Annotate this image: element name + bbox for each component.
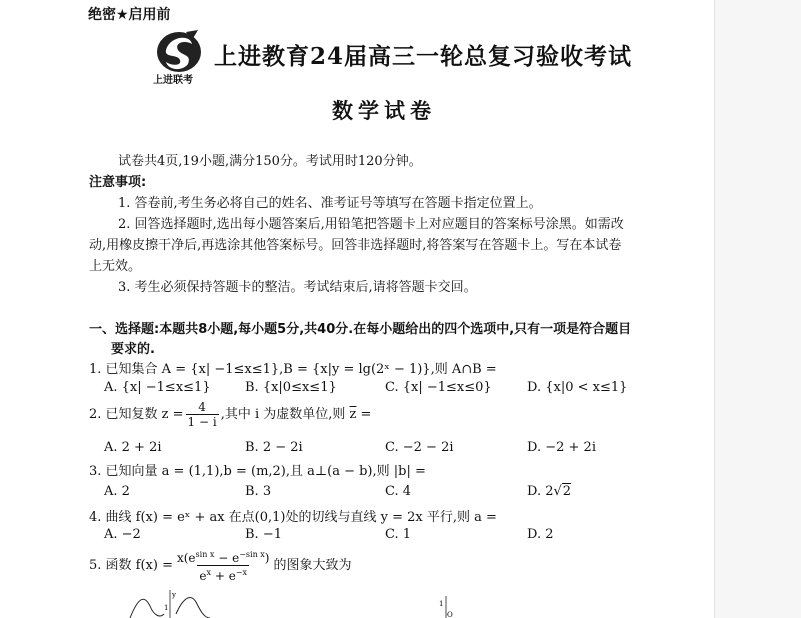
question-4-stem: 4. 曲线 f(x) = eˣ + ax 在点(0,1)处的切线与直线 y = 2x 平行,则 a = bbox=[89, 510, 497, 525]
question-1-option-b: B. {x|0≤x≤1} bbox=[245, 380, 337, 395]
note-3: 3. 考生必须保持答题卡的整洁。考试结束后,请将答题卡交回。 bbox=[118, 280, 477, 295]
q5-den-a: e bbox=[199, 569, 207, 583]
question-4-option-b: B. −1 bbox=[245, 527, 282, 542]
right-margin-panel bbox=[714, 0, 801, 618]
question-3-option-d-radicand: 2 bbox=[562, 484, 572, 499]
question-2-option-d: D. −2 + 2i bbox=[527, 440, 596, 455]
exam-title: 上进教育24届高三一轮总复习验收考试 bbox=[214, 43, 633, 70]
question-2-frac-den: 1 − i bbox=[187, 415, 217, 429]
graph-a-axis-label: y bbox=[172, 591, 176, 599]
question-3-stem: 3. 已知向量 a = (1,1),b = (m,2),且 a⊥(a − b),则 |b| = bbox=[89, 464, 426, 479]
question-4-option-a: A. −2 bbox=[104, 527, 141, 542]
question-2-option-b: B. 2 − 2i bbox=[245, 440, 303, 455]
question-4-option-c: C. 1 bbox=[385, 527, 412, 542]
question-3-option-d-prefix: D. 2 bbox=[527, 484, 554, 499]
question-3-option-d bbox=[527, 484, 571, 499]
q5-den-b: + e bbox=[211, 569, 236, 583]
question-2-option-c: C. −2 − 2i bbox=[385, 440, 454, 455]
question-2-fraction bbox=[186, 400, 219, 429]
question-2-stem-end: = bbox=[360, 407, 372, 422]
question-5-stem-post: 的图象大致为 bbox=[273, 558, 352, 573]
sqrt-icon: √ bbox=[553, 484, 562, 499]
question-3-option-a: A. 2 bbox=[104, 484, 130, 499]
q5-num-c: ) bbox=[264, 551, 270, 565]
graph-c-origin: O bbox=[447, 611, 453, 618]
question-2-stem bbox=[89, 400, 371, 429]
question-5-frac-num bbox=[175, 548, 272, 565]
note-1: 1. 答卷前,考生务必将自己的姓名、准考证号等填写在答题卡指定位置上。 bbox=[118, 196, 542, 211]
question-5-frac-den bbox=[197, 565, 249, 583]
logo-text: 上进联考 bbox=[153, 75, 193, 86]
question-5-stem-pre: 5. 函数 f(x) = bbox=[89, 558, 173, 573]
question-2-option-a: A. 2 + 2i bbox=[104, 440, 162, 455]
q5-num-sup1: sin x bbox=[195, 550, 215, 559]
q5-num-b: − e bbox=[214, 551, 240, 565]
graph-a-icon bbox=[120, 588, 240, 618]
exam-info: 试卷共4页,19小题,满分150分。考试用时120分钟。 bbox=[118, 154, 422, 169]
question-2-zbar: $\overline{z}$ bbox=[349, 407, 357, 422]
question-3-option-c: C. 4 bbox=[385, 484, 412, 499]
question-2-stem-pre: 2. 已知复数 z = bbox=[89, 407, 184, 422]
note-2-line-1: 2. 回答选择题时,选出每小题答案后,用铅笔把答题卡上对应题目的答案标号涂黑。如需改 bbox=[118, 217, 624, 232]
question-1-option-c: C. {x| −1≤x≤0} bbox=[385, 380, 492, 395]
q5-num-a: x(e bbox=[176, 551, 196, 565]
question-2-stem-post: ,其中 i 为虚数单位,则 bbox=[220, 407, 346, 422]
question-1-option-a: A. {x| −1≤x≤1} bbox=[104, 380, 211, 395]
note-2-line-3: 上无效。 bbox=[89, 259, 142, 274]
question-5-fraction bbox=[175, 548, 272, 583]
notice-title: 注意事项: bbox=[89, 175, 147, 190]
section-1-heading: 一、选择题:本题共8小题,每小题5分,共40分.在每小题给出的四个选项中,只有一项是符合题目 bbox=[89, 322, 632, 337]
section-1-heading-cont: 要求的. bbox=[111, 342, 155, 357]
subject-title: 数学试卷 bbox=[332, 98, 436, 123]
question-4-option-d: D. 2 bbox=[527, 527, 554, 542]
graph-a-tick: 1 bbox=[164, 604, 169, 612]
question-3-option-b: B. 3 bbox=[245, 484, 272, 499]
graph-c-tick: 1 bbox=[439, 600, 444, 608]
question-2-frac-num: 4 bbox=[198, 400, 206, 414]
question-1-option-d: D. {x|0 < x≤1} bbox=[527, 380, 628, 395]
secret-mark: 绝密★启用前 bbox=[88, 7, 171, 23]
graph-c-icon bbox=[436, 596, 466, 618]
note-2-line-2: 动,用橡皮擦干净后,再选涂其他答案标号。回答非选择题时,将答案写在答题卡上。写在本试卷 bbox=[89, 238, 622, 253]
q5-den-sup1: x bbox=[206, 568, 212, 577]
question-1-stem: 1. 已知集合 A = {x| −1≤x≤1},B = {x|y = lg(2ˣ − 1)},则 A∩B = bbox=[89, 362, 497, 377]
q5-den-sup2: −x bbox=[235, 568, 248, 577]
question-5-stem bbox=[89, 548, 352, 583]
q5-num-sup2: −sin x bbox=[239, 550, 265, 559]
